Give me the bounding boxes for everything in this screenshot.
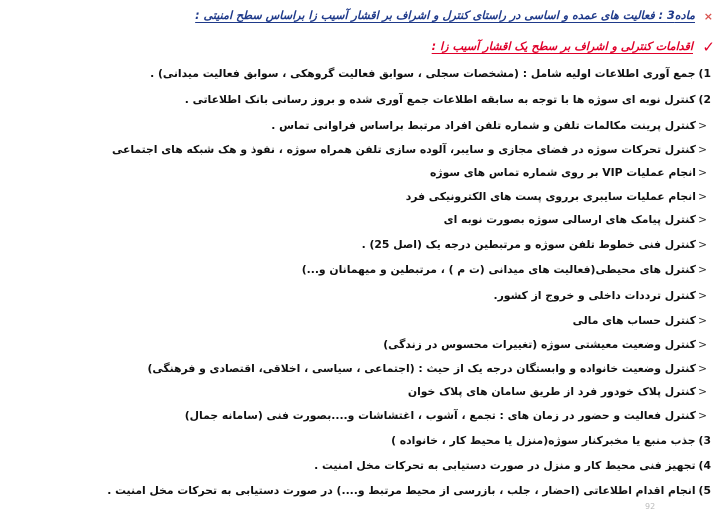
item-text: تجهیز فنی محیط کار و منزل در صورت دستیابی به تحرکات مخل امنیت . [314, 459, 696, 472]
section-subtitle: اقدامات کنترلی و اشراف بر سطح یک اقشار آسیب زا : [431, 40, 693, 53]
item-text: کنترل نوبه ای سوژه ها با توجه به سابقه اطلاعات جمع آوری شده و بروز رسانی بانک اطلاعاتی . [184, 93, 696, 106]
sub-item [8, 361, 707, 377]
bullet-icon: < [697, 289, 707, 302]
sub-item [8, 212, 707, 228]
numbered-item-2 [8, 92, 711, 108]
sub-item [8, 408, 707, 424]
bullet-icon: < [697, 213, 707, 226]
sub-item-text: کنترل وضعیت خانواده و وابستگان درجه یک از حیث : (اجتماعی ، سیاسی ، اخلاقی، اقتصادی و فرهنگی) [147, 362, 696, 375]
close-icon[interactable]: × [703, 10, 713, 23]
sub-item-text: کنترل پلاک خودور فرد از طریق سامان های پلاک خوان [407, 385, 696, 398]
sub-item-text: کنترل پیامک های ارسالی سوژه بصورت نوبه ای [443, 213, 696, 226]
sub-item-text: انجام عملیات VIP بر روی شماره تماس های سوژه [429, 166, 696, 179]
sub-item-text: کنترل وضعیت معیشتی سوژه (تغییرات محسوس در زندگی) [383, 338, 696, 351]
checkmark-icon: ✓ [702, 38, 715, 56]
bullet-icon: < [697, 238, 707, 251]
sub-item [8, 118, 707, 134]
sub-item-text: کنترل های محیطی(فعالیت های میدانی (ت م ) ، مرتبطین و میهمانان و...) [301, 263, 696, 276]
item-number: 5) [698, 484, 711, 497]
bullet-icon: < [697, 166, 707, 179]
item-text: جمع آوری اطلاعات اولیه شامل : (مشخصات سجلی ، سوابق فعالیت گروهکی ، سوابق فعالیت میدانی) . [150, 67, 696, 80]
bullet-icon: < [697, 385, 707, 398]
numbered-item-3 [8, 433, 711, 449]
sub-item [8, 189, 707, 205]
item-number: 4) [698, 459, 711, 472]
sub-item [8, 142, 707, 158]
sub-item-text: کنترل حساب های مالی [572, 314, 696, 327]
item-number: 1) [698, 67, 711, 80]
item-number: 3) [698, 434, 711, 447]
bullet-icon: < [697, 263, 707, 276]
numbered-item-4 [8, 458, 711, 474]
sub-item-text: کنترل ترددات داخلی و خروج از کشور. [493, 289, 696, 302]
item-text: انجام اقدام اطلاعاتی (احضار ، جلب ، بازرسی از محیط مرتبط و....) در صورت دستیابی به تحرکات مخل امنیت . [107, 484, 696, 497]
numbered-item-1 [8, 66, 711, 82]
sub-item [8, 337, 707, 353]
sub-item-text: کنترل فنی خطوط تلفن سوژه و مرتبطین درجه یک (اصل 25) . [361, 238, 696, 251]
bullet-icon: < [697, 119, 707, 132]
sub-item-text: انجام عملیات سایبری برروی پست های الکترونیکی فرد [405, 190, 696, 203]
bullet-icon: < [697, 338, 707, 351]
sub-item [8, 384, 707, 400]
bullet-icon: < [697, 143, 707, 156]
bullet-icon: < [697, 362, 707, 375]
bullet-icon: < [697, 314, 707, 327]
item-text: جذب منبع یا مخبرکنار سوژه(منزل یا محیط کار ، خانواده ) [391, 434, 696, 447]
numbered-item-5 [8, 483, 711, 499]
sub-item [8, 288, 707, 304]
sub-item [8, 237, 707, 253]
bullet-icon: < [697, 190, 707, 203]
sub-item-text: کنترل فعالیت و حضور در زمان های : تجمع ، آشوب ، اغتشاشات و....بصورت فنی (سامانه جمال) [184, 409, 696, 422]
sub-item-text: کنترل تحرکات سوژه در فضای مجازی و سایبر، آلوده سازی تلفن همراه سوژه ، نفوذ و هک شبکه های اجتماعی [112, 143, 696, 156]
sub-item [8, 165, 707, 181]
section-title: ماده3 : فعالیت های عمده و اساسی در راستای کنترل و اشراف بر اقشار آسیب زا براساس سطح امنیتی : [195, 9, 695, 22]
sub-item [8, 262, 707, 278]
sub-item [8, 313, 707, 329]
item-number: 2) [698, 93, 711, 106]
bullet-icon: < [697, 409, 707, 422]
page-number: 92 [645, 502, 656, 511]
sub-item-text: کنترل پرینت مکالمات تلفن و شماره تلفن افراد مرتبط براساس فراوانی تماس . [271, 119, 696, 132]
